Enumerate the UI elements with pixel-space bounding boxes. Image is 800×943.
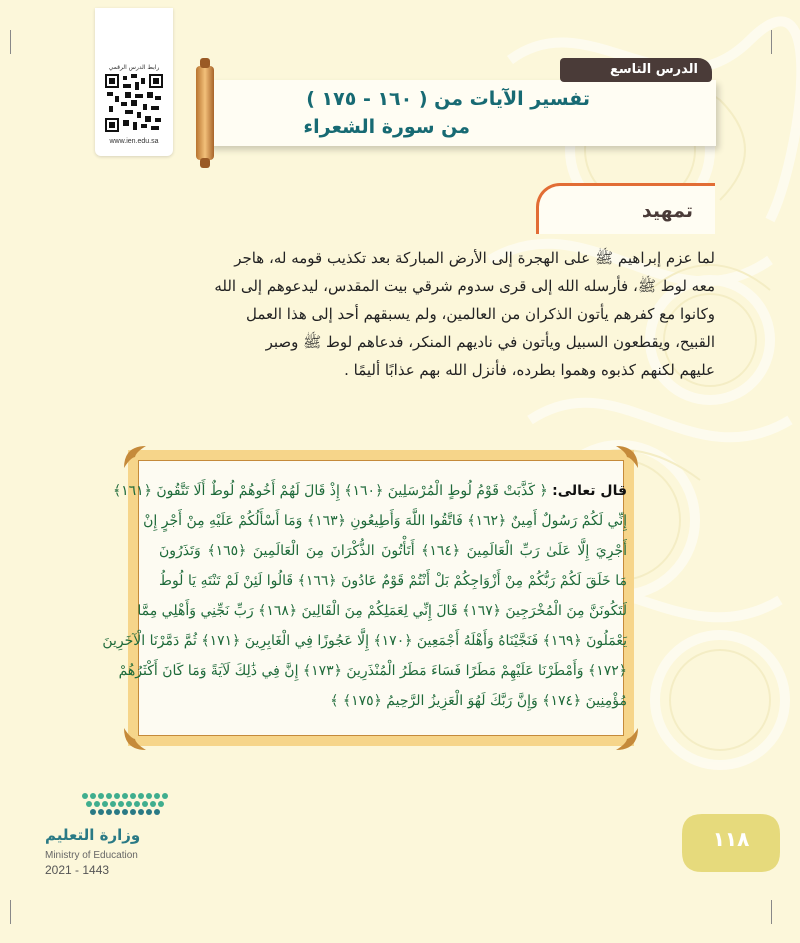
ministry-logo-icon (45, 790, 175, 824)
intro-line: لما عزم إبراهيم ﷺ على الهجرة إلى الأرض المباركة بعد تكذيب قومه له، هاجر (234, 249, 715, 267)
scroll-roll-icon (190, 58, 220, 168)
intro-heading: تمهيد (641, 200, 693, 222)
corner-ornament-icon (122, 726, 148, 752)
verse-line: يَعْمَلُونَ ﴿١٦٩﴾ فَنَجَّيْنَاهُ وَأَهْلَهُ أَجْمَعِينَ ﴿١٧٠﴾ إِلَّا عَجُوزًا فِي الْغَابِرِينَ ﴿١٧١﴾ ثُمَّ دَمَّرْنَا الْآخَرِينَ (102, 633, 627, 649)
page-number: ١١٨ (712, 827, 750, 851)
crop-mark (771, 900, 772, 924)
lesson-title: تفسير الآيات من ( ١٦٠ - ١٧٥ ) (306, 88, 590, 110)
crop-mark (771, 30, 772, 54)
qr-code[interactable] (105, 74, 163, 132)
verse-line: ﴿١٧٢﴾ وَأَمْطَرْنَا عَلَيْهِمْ مَطَرًا فَسَاءَ مَطَرُ الْمُنْذَرِينَ ﴿١٧٣﴾ إِنَّ فِي ذَٰلِكَ لَآيَةً وَمَا كَانَ أَكْثَرُهُمْ (118, 663, 627, 679)
quran-verses-frame (102, 450, 634, 746)
qr-label: رابط الدرس الرقمي (108, 64, 160, 71)
ministry-name-ar: وزارة التعليم (45, 826, 141, 844)
lesson-subtitle: من سورة الشعراء (303, 116, 470, 138)
quran-verses-panel (102, 460, 627, 736)
page-number-badge (682, 814, 780, 872)
lesson-title-banner (208, 80, 716, 146)
lesson-number-tab: الدرس التاسع (560, 58, 712, 82)
intro-line: عليهم لكنهم كذبوه وهموا بطرده، فأنزل الله بهم عذابًا أليمًا . (344, 361, 715, 379)
crop-mark (10, 30, 11, 54)
crop-mark (10, 900, 11, 924)
qr-code-card[interactable] (95, 8, 173, 156)
verse-text: ﴿ كَذَّبَتْ قَوْمُ لُوطٍ الْمُرْسَلِينَ ﴿١٦٠﴾ إِذْ قَالَ لَهُمْ أَخُوهُمْ لُوطٌ أَلَا تَتَّقُونَ ﴿١٦١﴾ (112, 483, 548, 499)
intro-line: القبيح، ويقطعون السبيل ويأتون في ناديهم المنكر، فدعاهم لوط ﷺ وصبر (265, 333, 715, 351)
verse-line (112, 483, 627, 499)
ministry-name-en: Ministry of Education (45, 850, 138, 861)
qr-url[interactable]: www.ien.edu.sa (109, 138, 159, 145)
corner-ornament-icon (614, 444, 640, 470)
intro-line: وكانوا مع كفرهم يأتون الذكران من العالمين، ولم يسبقهم أحد إلى هذا العمل (246, 305, 715, 323)
corner-ornament-icon (614, 726, 640, 752)
verse-prefix: قال تعالى: (552, 483, 627, 499)
verse-line: أَجْرِيَ إِلَّا عَلَىٰ رَبِّ الْعَالَمِينَ ﴿١٦٤﴾ أَتَأْتُونَ الذُّكْرَانَ مِنَ الْعَالَمِينَ ﴿١٦٥﴾ وَتَذَرُونَ (159, 543, 627, 559)
verse-line: إِنِّي لَكُمْ رَسُولٌ أَمِينٌ ﴿١٦٢﴾ فَاتَّقُوا اللَّهَ وَأَطِيعُونِ ﴿١٦٣﴾ وَمَا أَسْأَلُكُمْ عَلَيْهِ مِنْ أَجْرٍ إِنْ (143, 513, 627, 529)
verse-line: مُؤْمِنِينَ ﴿١٧٤﴾ وَإِنَّ رَبَّكَ لَهُوَ الْعَزِيزُ الرَّحِيمُ ﴿١٧٥﴾ ﴾ (330, 693, 627, 709)
edition-year: 2021 - 1443 (45, 863, 110, 877)
verse-line: مَا خَلَقَ لَكُمْ رَبُّكُمْ مِنْ أَزْوَاجِكُمْ بَلْ أَنْتُمْ قَوْمٌ عَادُونَ ﴿١٦٦﴾ قَالُوا لَئِنْ لَمْ تَنْتَهِ يَا لُوطُ (159, 573, 627, 589)
corner-ornament-icon (122, 444, 148, 470)
verse-line: لَتَكُونَنَّ مِنَ الْمُخْرَجِينَ ﴿١٦٧﴾ قَالَ إِنِّي لِعَمَلِكُمْ مِنَ الْقَالِينَ ﴿١٦٨﴾ رَبِّ نَجِّنِي وَأَهْلِي مِمَّا (137, 603, 627, 619)
intro-heading-box (536, 183, 715, 234)
intro-line: معه لوط ﷺ، فأرسله الله إلى قرى سدوم شرقي بيت المقدس، ليدعوهم إلى الله (214, 277, 715, 295)
